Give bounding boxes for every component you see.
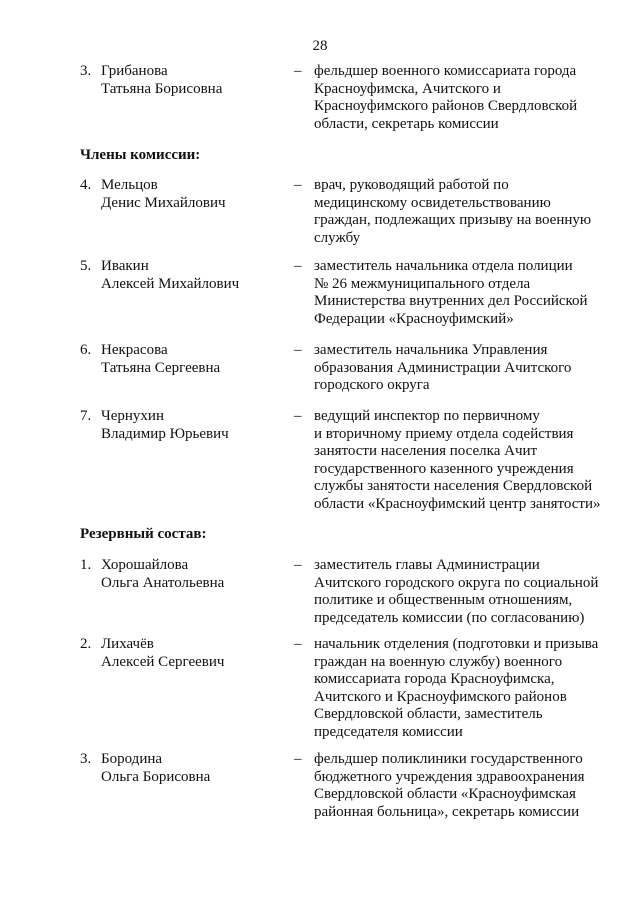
name-line: Лихачёв (101, 636, 154, 652)
desc-line: фельдшер военного комиссариата города (314, 63, 577, 79)
desc-line: городского округа (314, 377, 430, 394)
desc-line: Министерства внутренних дел Российской (314, 293, 588, 310)
entry-description (314, 342, 614, 395)
entry-description (314, 751, 614, 821)
desc-line: врач, руководящий работой по (314, 177, 509, 193)
entry-description (314, 63, 614, 133)
desc-line: председателя комиссии (314, 723, 463, 740)
entry-number: 4. (80, 177, 92, 193)
name-line: Татьяна Сергеевна (101, 359, 221, 376)
entry-name (101, 258, 239, 293)
desc-line: области, секретарь комиссии (314, 115, 499, 132)
desc-line: занятости населения поселка Ачит (314, 443, 538, 460)
entry-description (314, 636, 614, 742)
entry-dash: – (294, 342, 302, 358)
desc-line: Ачитского городского округа по социальной (314, 574, 599, 591)
desc-line: фельдшер поликлиники государственного (314, 751, 583, 767)
desc-line: службу (314, 229, 361, 246)
entry-name (101, 636, 224, 671)
desc-line: Красноуфимского районов Свердловской (314, 98, 578, 115)
name-line: Владимир Юрьевич (101, 425, 229, 442)
name-line: Татьяна Борисовна (101, 80, 223, 97)
desc-line: политике и общественным отношениям, (314, 592, 573, 609)
desc-line: заместитель главы Администрации (314, 557, 540, 573)
entry-number: 7. (80, 408, 92, 424)
desc-line: № 26 межмуниципального отдела (314, 275, 531, 292)
desc-line: Федерации «Красноуфимский» (314, 310, 514, 327)
entry-description (314, 258, 614, 328)
desc-line: медицинскому освидетельствованию (314, 194, 551, 211)
entry-description (314, 177, 614, 247)
desc-line: комиссариата города Красноуфимска, (314, 671, 555, 688)
entry-dash: – (294, 258, 302, 274)
entry-name (101, 751, 210, 786)
section-heading-members: Члены комиссии: (80, 147, 201, 163)
entry-dash: – (294, 636, 302, 652)
desc-line: государственного казенного учреждения (314, 460, 574, 477)
entry-name (101, 557, 224, 592)
name-line: Мельцов (101, 177, 158, 193)
page-number: 28 (312, 38, 328, 54)
entry-dash: – (294, 751, 302, 767)
desc-line: заместитель начальника Управления (314, 342, 548, 358)
entry-number: 3. (80, 63, 92, 79)
name-line: Грибанова (101, 63, 168, 79)
name-line: Алексей Сергеевич (101, 653, 225, 670)
entry-dash: – (294, 557, 302, 573)
desc-line: районная больница», секретарь комиссии (314, 803, 580, 820)
section-heading-reserve: Резервный состав: (80, 526, 207, 542)
name-line: Ольга Анатольевна (101, 574, 225, 591)
entry-number: 1. (80, 557, 92, 573)
name-line: Ольга Борисовна (101, 768, 211, 785)
name-line: Чернухин (101, 408, 164, 424)
entry-number: 3. (80, 751, 92, 767)
desc-line: Свердловской области «Красноуфимская (314, 786, 576, 803)
desc-line: Красноуфимска, Ачитского и (314, 80, 501, 97)
entry-number: 2. (80, 636, 92, 652)
name-line: Некрасова (101, 342, 168, 358)
entry-name (101, 63, 222, 98)
entry-dash: – (294, 408, 302, 424)
desc-line: граждан, подлежащих призыву на военную (314, 212, 592, 229)
desc-line: образования Администрации Ачитского (314, 359, 572, 376)
entry-description (314, 408, 614, 514)
entry-name (101, 177, 226, 212)
desc-line: ведущий инспектор по первичному (314, 408, 540, 424)
entry-name (101, 342, 220, 377)
entry-dash: – (294, 63, 302, 79)
desc-line: граждан на военную службу) военного (314, 653, 563, 670)
entry-description (314, 557, 614, 627)
entry-number: 5. (80, 258, 92, 274)
desc-line: области «Красноуфимский центр занятости» (314, 495, 601, 512)
desc-line: Свердловской области, заместитель (314, 706, 543, 723)
desc-line: Ачитского и Красноуфимского районов (314, 688, 567, 705)
desc-line: заместитель начальника отдела полиции (314, 258, 573, 274)
desc-line: бюджетного учреждения здравоохранения (314, 768, 585, 785)
name-line: Алексей Михайлович (101, 275, 240, 292)
name-line: Хорошайлова (101, 557, 189, 573)
desc-line: и вторичному приему отдела содействия (314, 425, 574, 442)
name-line: Ивакин (101, 258, 149, 274)
name-line: Денис Михайлович (101, 194, 226, 211)
entry-name (101, 408, 229, 443)
entry-number: 6. (80, 342, 92, 358)
desc-line: начальник отделения (подготовки и призыва (314, 636, 599, 652)
entry-dash: – (294, 177, 302, 193)
desc-line: председатель комиссии (по согласованию) (314, 609, 585, 626)
desc-line: службы занятости населения Свердловской (314, 478, 593, 495)
name-line: Бородина (101, 751, 163, 767)
